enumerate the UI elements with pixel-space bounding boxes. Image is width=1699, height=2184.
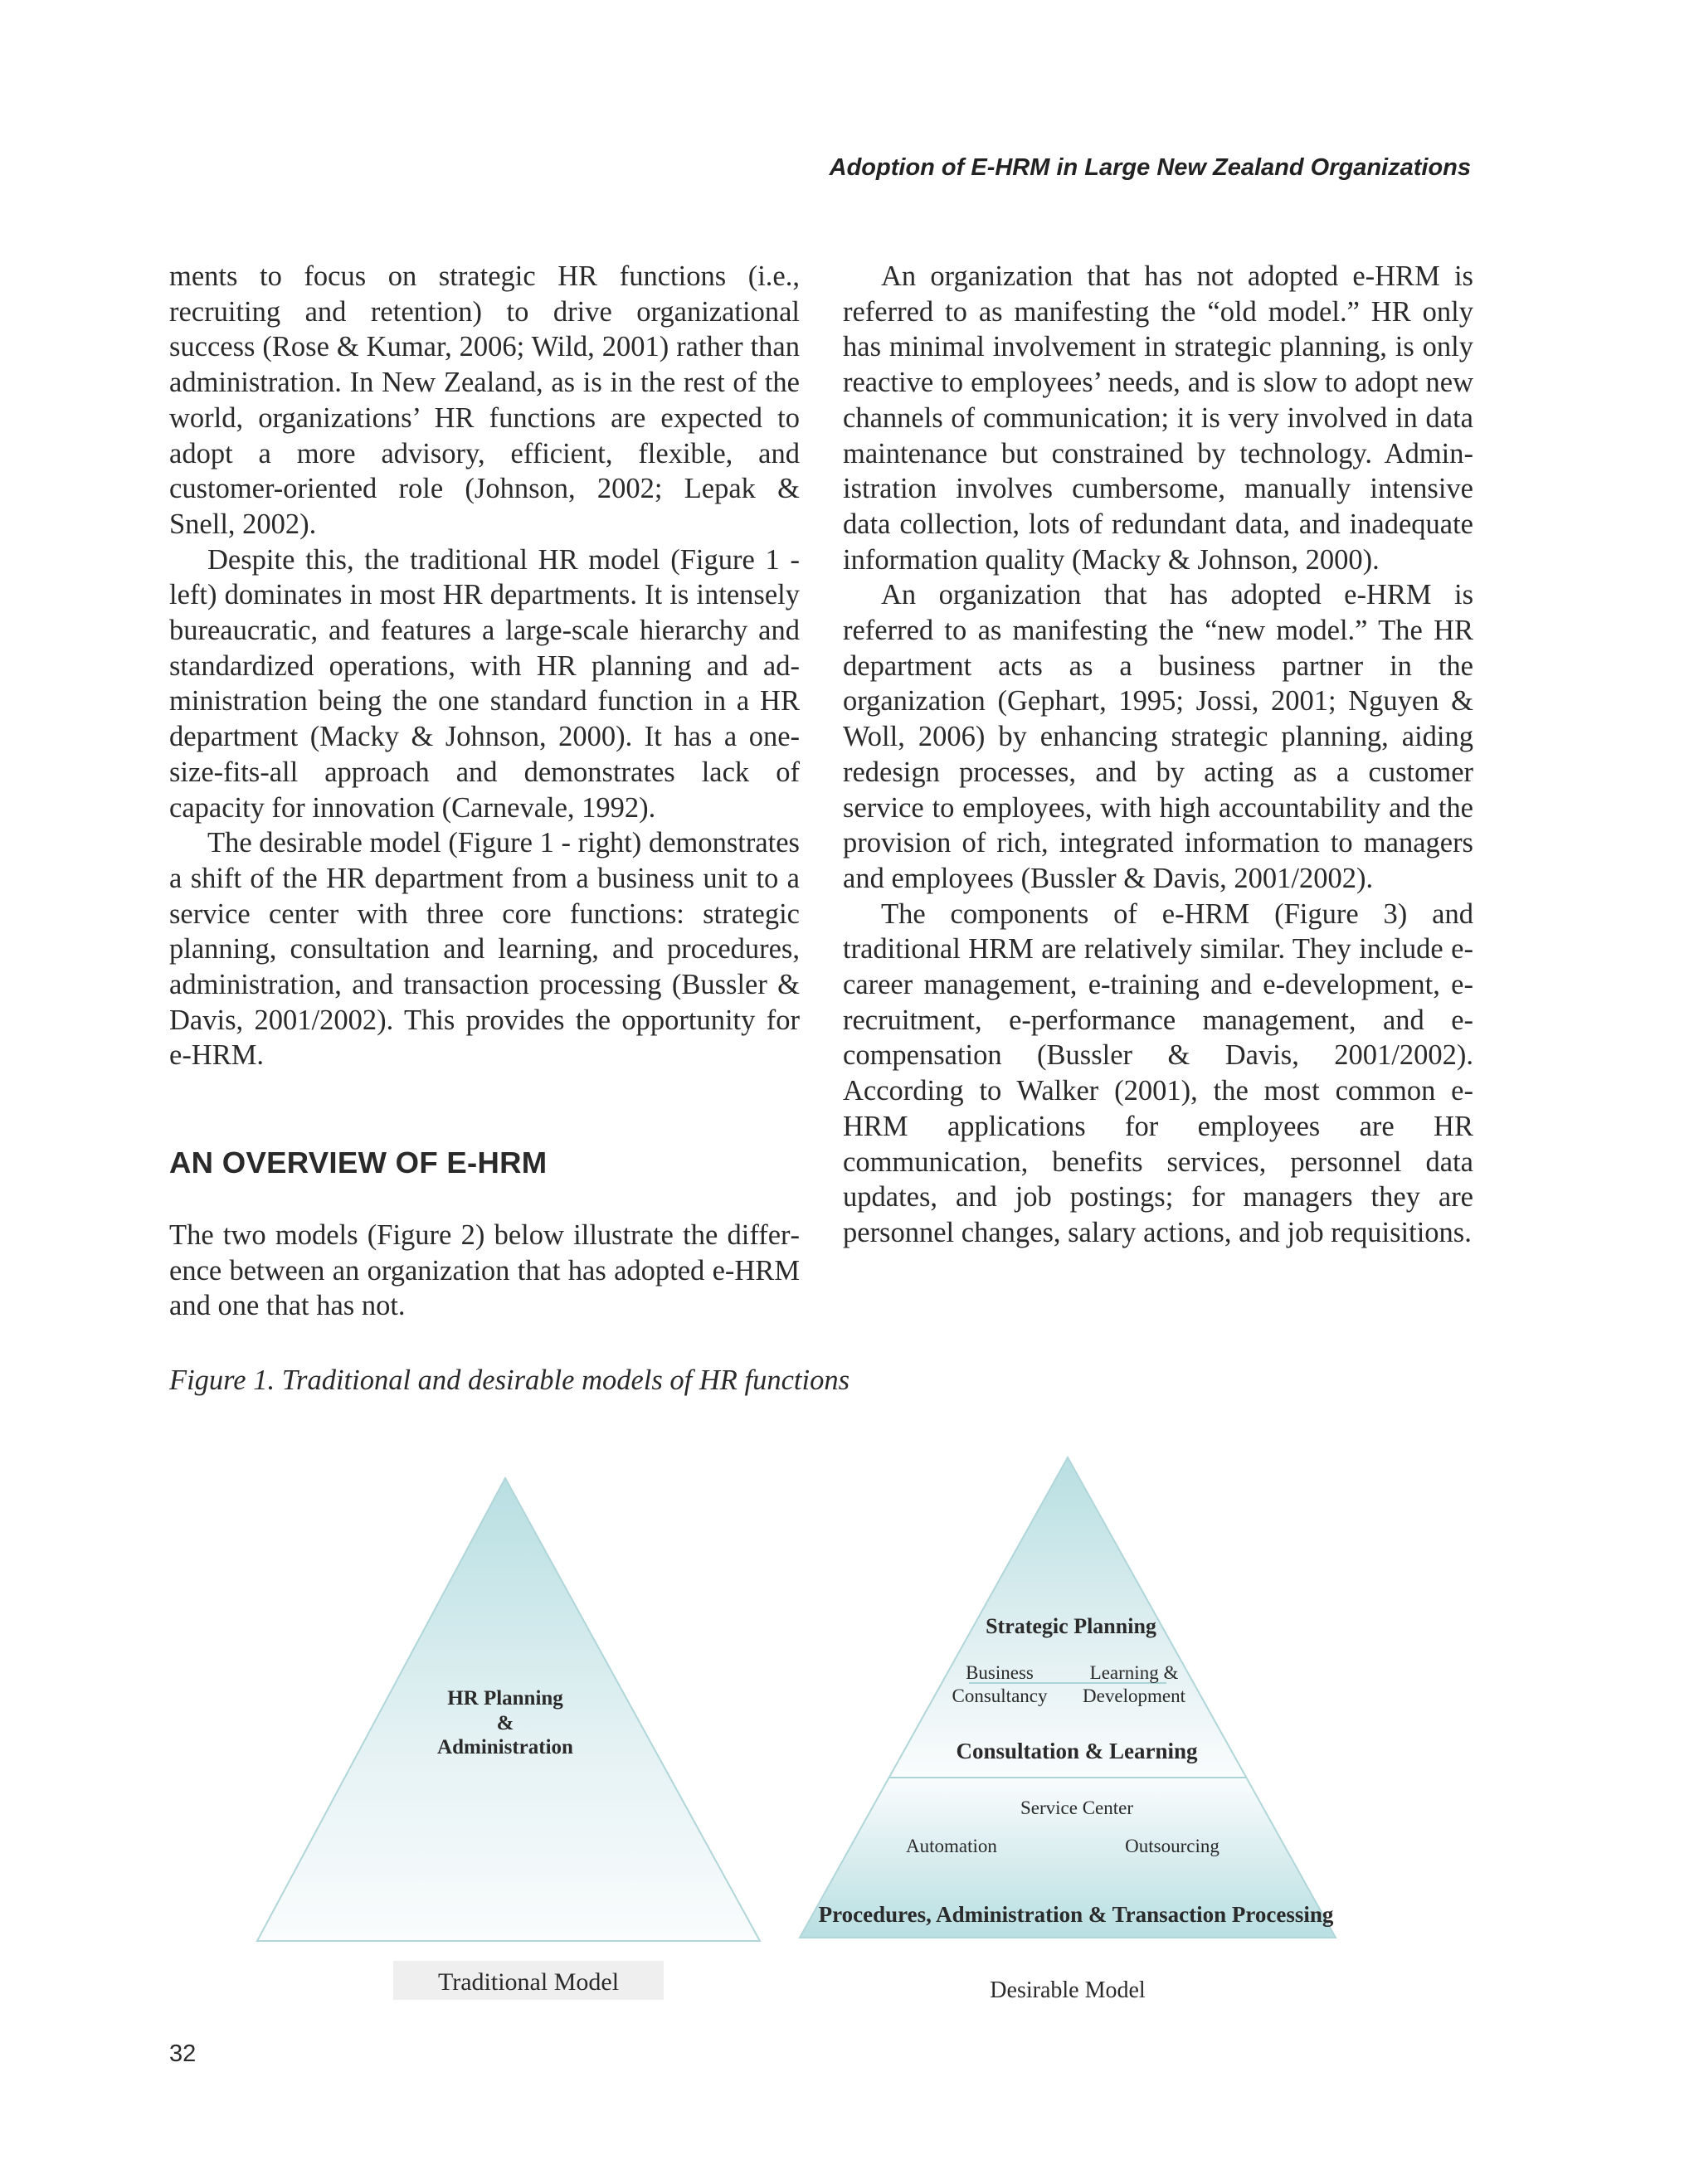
section-heading: AN OVERVIEW OF E-HRM: [169, 1146, 548, 1180]
traditional-text-line1: HR Planning: [447, 1687, 563, 1710]
service-center-label: Service Center: [1020, 1797, 1134, 1818]
traditional-text-line3: Administration: [437, 1736, 573, 1758]
traditional-text-line2: &: [496, 1712, 514, 1734]
left-paragraph-2: Despite this, the traditional HR model (Figure 1 - left) dominates in most HR departments. It is intensely bureaucratic, and features a large-scale hierarchy and standardized operations, with HR planning and administration being the one standard function in a HR department (Macky & Johnson, 2000). It has a one-size-fits-all approach and demonstrates lack of capacity for innovation (Carnevale, 1992).: [169, 543, 800, 824]
left-paragraph-3: The desirable model (Figure 1 - right) demonstrates a shift of the HR department from a business unit to a service center with three core functions: strategic planning, consultation and learning, and procedures, administration, and transaction processing (Bussler & Davis, 2001/2002). This provides the opportunity for e-HRM.: [169, 827, 800, 1072]
learning-development-line1: Learning &: [1089, 1662, 1179, 1683]
automation-label: Automation: [906, 1836, 997, 1856]
consultation-learning-label: Consultation & Learning: [956, 1739, 1198, 1763]
page-number: 32: [169, 2041, 197, 2067]
learning-development-line2: Development: [1083, 1685, 1185, 1706]
left-paragraph-1: ments to focus on strategic HR functions (i.e., recruiting and retention) to drive organizational success (Rose & Kumar, 2006; Wild, 2001) rather than administration. In New Zealand, as is in the rest of the world, organizations’ HR functions are expected to adopt a more advisory, efficient, flexible, and customer-oriented role (Johnson, 2002; Lepak & Snell, 2002).: [169, 260, 800, 540]
traditional-label: Traditional Model: [437, 1968, 620, 1996]
business-consultancy-line2: Consultancy: [952, 1685, 1048, 1706]
business-consultancy-line1: Business: [966, 1662, 1034, 1683]
desirable-label: Desirable Model: [990, 1977, 1146, 2003]
left-paragraph-4: The two models (Figure 2) below illustrate the difference between an organization that has adopted e-HRM and one that has not.: [169, 1218, 800, 1322]
right-paragraph-3: The components of e-HRM (Figure 3) and traditional HRM are relatively similar. They include e-career management, e-training and e-development, e-recruitment, e-performance management, and e-compensation (Bussler & Davis, 2001/2002). According to Walker (2001), the most common e-HRM applications for employees are HR communication, benefits services, personnel data updates, and job postings; for managers they are personnel changes, salary actions, and job requisitions.: [843, 897, 1473, 1248]
right-paragraph-1: An organization that has not adopted e-HRM is referred to as manifesting the “old model.” HR only has minimal involvement in strategic planning, is only reactive to employees’ needs, and is slow to adopt new channels of communication; it is very involved in data maintenance but constrained by technology. Administration involves cumbersome, manually intensive data collection, lots of redundant data, and inadequate information quality (Macky & Johnson, 2000).: [843, 260, 1473, 576]
procedures-label: Procedures, Administration & Transaction Processing: [818, 1902, 1334, 1927]
figure-caption: Figure 1. Traditional and desirable models of HR functions: [169, 1364, 850, 1396]
outsourcing-label: Outsourcing: [1125, 1836, 1219, 1856]
strategic-planning-label: Strategic Planning: [986, 1614, 1156, 1638]
running-header: Adoption of E-HRM in Large New Zealand Organizations: [829, 154, 1471, 181]
traditional-triangle: [257, 1478, 760, 1941]
right-paragraph-2: An organization that has adopted e-HRM is referred to as manifesting the “new model.” The HR department acts as a business partner in the organization (Gephart, 1995; Jossi, 2001; Nguyen & Woll, 2006) by enhancing strategic planning, aiding redesign processes, and by acting as a customer service to employees, with high accountability and the provision of rich, integrated information to managers and employees (Bussler & Davis, 2001/2002).: [843, 579, 1473, 894]
